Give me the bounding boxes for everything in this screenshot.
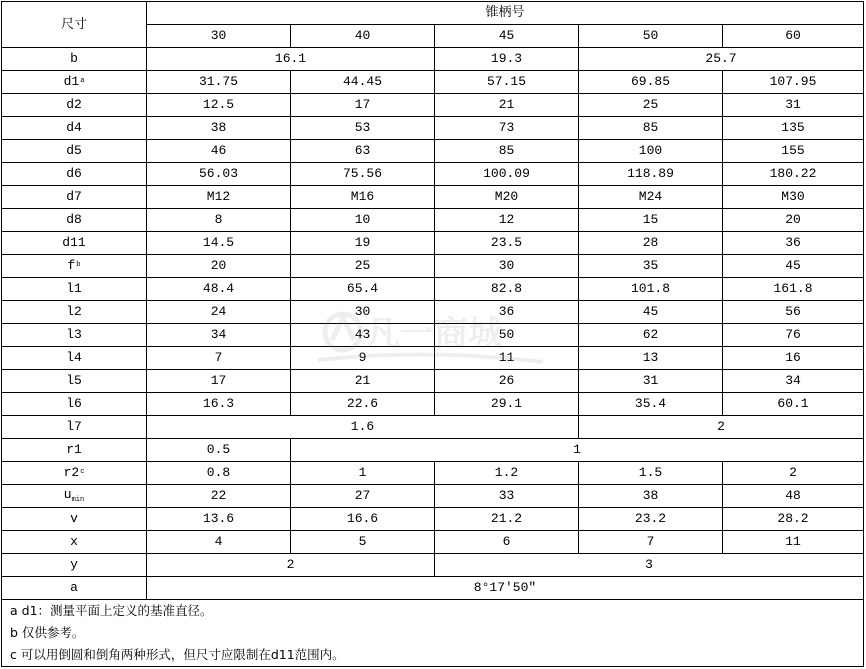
row-l3: [2, 324, 864, 347]
table-cell: 23.5: [435, 232, 579, 255]
table-cell: 82.8: [435, 278, 579, 301]
taper-60: 60: [723, 25, 864, 48]
table-cell: 36: [723, 232, 864, 255]
table-cell: 31: [579, 370, 723, 393]
footnote-marker: b: [76, 261, 81, 269]
table-cell: 16.1: [147, 48, 435, 71]
row-label: u: [63, 487, 72, 502]
dimension-table: [1, 1, 864, 667]
row-v: [2, 508, 864, 531]
row-label: d5: [2, 140, 147, 163]
taper-header: 锥柄号: [147, 2, 864, 25]
table-cell: 56: [723, 301, 864, 324]
table-cell: 107.95: [723, 71, 864, 94]
table-cell: 24: [147, 301, 291, 324]
row-d8: [2, 209, 864, 232]
row-label: l3: [2, 324, 147, 347]
table-cell: 60.1: [723, 393, 864, 416]
table-cell: 53: [291, 117, 435, 140]
table-cell: 34: [147, 324, 291, 347]
footnote-row: [2, 622, 864, 644]
table-cell: 7: [579, 531, 723, 554]
table-cell: 3: [435, 554, 864, 577]
table-cell: 16.3: [147, 393, 291, 416]
table-cell: 69.85: [579, 71, 723, 94]
row-label: l6: [2, 393, 147, 416]
footnote-row: [2, 600, 864, 623]
row-label: v: [2, 508, 147, 531]
table-cell: 17: [147, 370, 291, 393]
row-label: d4: [2, 117, 147, 140]
table-cell: 13.6: [147, 508, 291, 531]
table-cell: 22: [147, 485, 291, 508]
table-cell: 62: [579, 324, 723, 347]
table-cell: 118.89: [579, 163, 723, 186]
row-label-cell: [2, 462, 147, 485]
table-cell: 25: [291, 255, 435, 278]
table-cell: 48.4: [147, 278, 291, 301]
table-cell: 23.2: [579, 508, 723, 531]
table-cell: 1.5: [579, 462, 723, 485]
row-label: l5: [2, 370, 147, 393]
row-label: r1: [2, 439, 147, 462]
row-u-min: [2, 485, 864, 508]
table-cell: 29.1: [435, 393, 579, 416]
table-cell: 12: [435, 209, 579, 232]
table-cell: 76: [723, 324, 864, 347]
table-cell: 25.7: [579, 48, 864, 71]
row-label-cell: [2, 71, 147, 94]
table-cell: 26: [435, 370, 579, 393]
table-cell: 57.15: [435, 71, 579, 94]
table-cell: 31.75: [147, 71, 291, 94]
table-cell: M20: [435, 186, 579, 209]
row-label: l1: [2, 278, 147, 301]
row-label: f: [67, 258, 76, 273]
table-cell: 1.2: [435, 462, 579, 485]
table-cell: 20: [723, 209, 864, 232]
row-d1: [2, 71, 864, 94]
table-cell: 100: [579, 140, 723, 163]
row-label: x: [2, 531, 147, 554]
table-cell: 10: [291, 209, 435, 232]
table-cell: 38: [579, 485, 723, 508]
table-cell: 135: [723, 117, 864, 140]
table-cell: 19: [291, 232, 435, 255]
footnote-b: b 仅供参考。: [2, 622, 864, 644]
row-label-cell: [2, 485, 147, 508]
table-cell: 2: [147, 554, 435, 577]
table-cell: 0.8: [147, 462, 291, 485]
table-cell: 30: [435, 255, 579, 278]
table-cell: 35.4: [579, 393, 723, 416]
row-label: d6: [2, 163, 147, 186]
table-cell: 2: [579, 416, 864, 439]
table-cell: 16.6: [291, 508, 435, 531]
table-cell: 15: [579, 209, 723, 232]
row-label: r2: [63, 465, 80, 480]
table-cell: 21: [435, 94, 579, 117]
row-l7: [2, 416, 864, 439]
table-cell: M24: [579, 186, 723, 209]
table-cell: 1: [291, 439, 864, 462]
table-cell: 46: [147, 140, 291, 163]
table-cell: 12.5: [147, 94, 291, 117]
header-row: [2, 2, 864, 25]
row-r2: [2, 462, 864, 485]
row-y: [2, 554, 864, 577]
row-l4: [2, 347, 864, 370]
taper-50: 50: [579, 25, 723, 48]
table-cell: 73: [435, 117, 579, 140]
taper-40: 40: [291, 25, 435, 48]
table-cell: 28.2: [723, 508, 864, 531]
table-cell: 65.4: [291, 278, 435, 301]
table-cell: 35: [579, 255, 723, 278]
table-cell: 155: [723, 140, 864, 163]
table-cell: 8: [147, 209, 291, 232]
table-cell: 38: [147, 117, 291, 140]
row-b: [2, 48, 864, 71]
row-label-cell: [2, 255, 147, 278]
table-cell: 56.03: [147, 163, 291, 186]
taper-30: 30: [147, 25, 291, 48]
row-l6: [2, 393, 864, 416]
table-cell: 75.56: [291, 163, 435, 186]
table-cell: 5: [291, 531, 435, 554]
footnote-row: [2, 644, 864, 667]
table-cell: 85: [579, 117, 723, 140]
table-cell: M30: [723, 186, 864, 209]
table-cell: 27: [291, 485, 435, 508]
row-d2: [2, 94, 864, 117]
table-cell: M12: [147, 186, 291, 209]
row-r1: [2, 439, 864, 462]
row-label: d8: [2, 209, 147, 232]
watermark-text: 凡一商城: [366, 314, 502, 354]
table-cell: 180.22: [723, 163, 864, 186]
row-label: d1: [63, 74, 80, 89]
table-cell: 30: [291, 301, 435, 324]
table-cell: 9: [291, 347, 435, 370]
taper-45: 45: [435, 25, 579, 48]
row-l1: [2, 278, 864, 301]
table-cell: 45: [723, 255, 864, 278]
row-label: b: [2, 48, 147, 71]
table-cell: M16: [291, 186, 435, 209]
table-cell: 13: [579, 347, 723, 370]
row-d7: [2, 186, 864, 209]
table-cell: 31: [723, 94, 864, 117]
table-cell: 48: [723, 485, 864, 508]
row-label: a: [2, 577, 147, 600]
table-cell: 17: [291, 94, 435, 117]
row-label: d2: [2, 94, 147, 117]
footnote-c: c 可以用倒圆和倒角两种形式，但尺寸应限制在d11范围内。: [2, 644, 864, 667]
table-cell: 21.2: [435, 508, 579, 531]
table-cell: 0.5: [147, 439, 291, 462]
table-cell: 7: [147, 347, 291, 370]
row-d6: [2, 163, 864, 186]
row-x: [2, 531, 864, 554]
table-cell: 43: [291, 324, 435, 347]
table-cell: 8°17′50″: [147, 577, 864, 600]
footnote-marker: c: [80, 468, 85, 476]
table-cell: 34: [723, 370, 864, 393]
table-cell: 50: [435, 324, 579, 347]
table-cell: 21: [291, 370, 435, 393]
table-cell: 14.5: [147, 232, 291, 255]
row-label: d7: [2, 186, 147, 209]
table-cell: 25: [579, 94, 723, 117]
table-cell: 85: [435, 140, 579, 163]
row-label-subscript: min: [71, 496, 85, 504]
row-l2: [2, 301, 864, 324]
row-l5: [2, 370, 864, 393]
footnote-marker: a: [80, 77, 85, 85]
row-d11: [2, 232, 864, 255]
table-cell: 2: [723, 462, 864, 485]
table-cell: 28: [579, 232, 723, 255]
table-cell: 36: [435, 301, 579, 324]
table-cell: 161.8: [723, 278, 864, 301]
row-label: l7: [2, 416, 147, 439]
table-cell: 19.3: [435, 48, 579, 71]
row-label: l4: [2, 347, 147, 370]
table-cell: 1.6: [147, 416, 579, 439]
table-cell: 6: [435, 531, 579, 554]
row-a: [2, 577, 864, 600]
row-label: d11: [2, 232, 147, 255]
size-header: 尺寸: [2, 2, 147, 48]
table-cell: 11: [435, 347, 579, 370]
row-f: [2, 255, 864, 278]
row-d5: [2, 140, 864, 163]
table-cell: 45: [579, 301, 723, 324]
table-cell: 20: [147, 255, 291, 278]
row-d4: [2, 117, 864, 140]
table-cell: 16: [723, 347, 864, 370]
table-cell: 11: [723, 531, 864, 554]
footnote-a: a d1：测量平面上定义的基准直径。: [2, 600, 864, 623]
table-cell: 33: [435, 485, 579, 508]
table-cell: 100.09: [435, 163, 579, 186]
table-cell: 4: [147, 531, 291, 554]
table-cell: 63: [291, 140, 435, 163]
table-cell: 22.6: [291, 393, 435, 416]
table-cell: 44.45: [291, 71, 435, 94]
table-cell: 1: [291, 462, 435, 485]
row-label: l2: [2, 301, 147, 324]
table-cell: 101.8: [579, 278, 723, 301]
row-label: y: [2, 554, 147, 577]
